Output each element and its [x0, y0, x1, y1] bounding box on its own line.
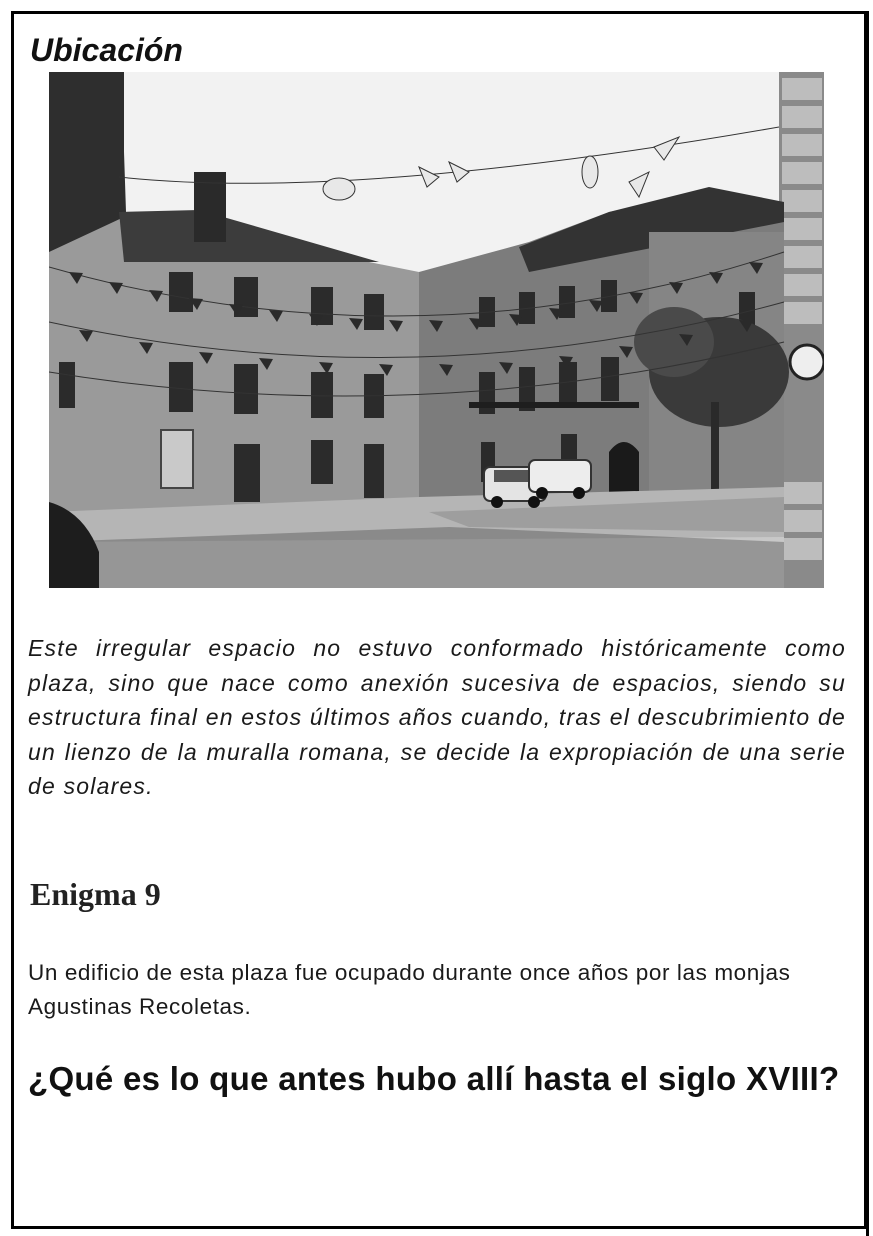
enigma-title: Enigma 9 — [30, 876, 161, 912]
enigma-question: ¿Qué es lo que antes hubo allí hasta el siglo XVIII? — [28, 1060, 840, 1097]
plaza-photo — [49, 72, 824, 588]
enigma-text: Un edificio de esta plaza fue ocupado durante once años por las monjas Agustinas Recoletas. — [28, 960, 791, 1019]
location-description: Este irregular espacio no estuvo conformado históricamente como plaza, sino que nace como anexión sucesiva de espacios, siendo su estructura final en estos últimos años cuando, tras el descubrimiento de un lienzo de la muralla romana, se decide la expropiación de una serie de solares. — [28, 635, 846, 799]
page-right-border — [866, 11, 869, 1236]
section-title: Ubicación — [30, 32, 183, 68]
